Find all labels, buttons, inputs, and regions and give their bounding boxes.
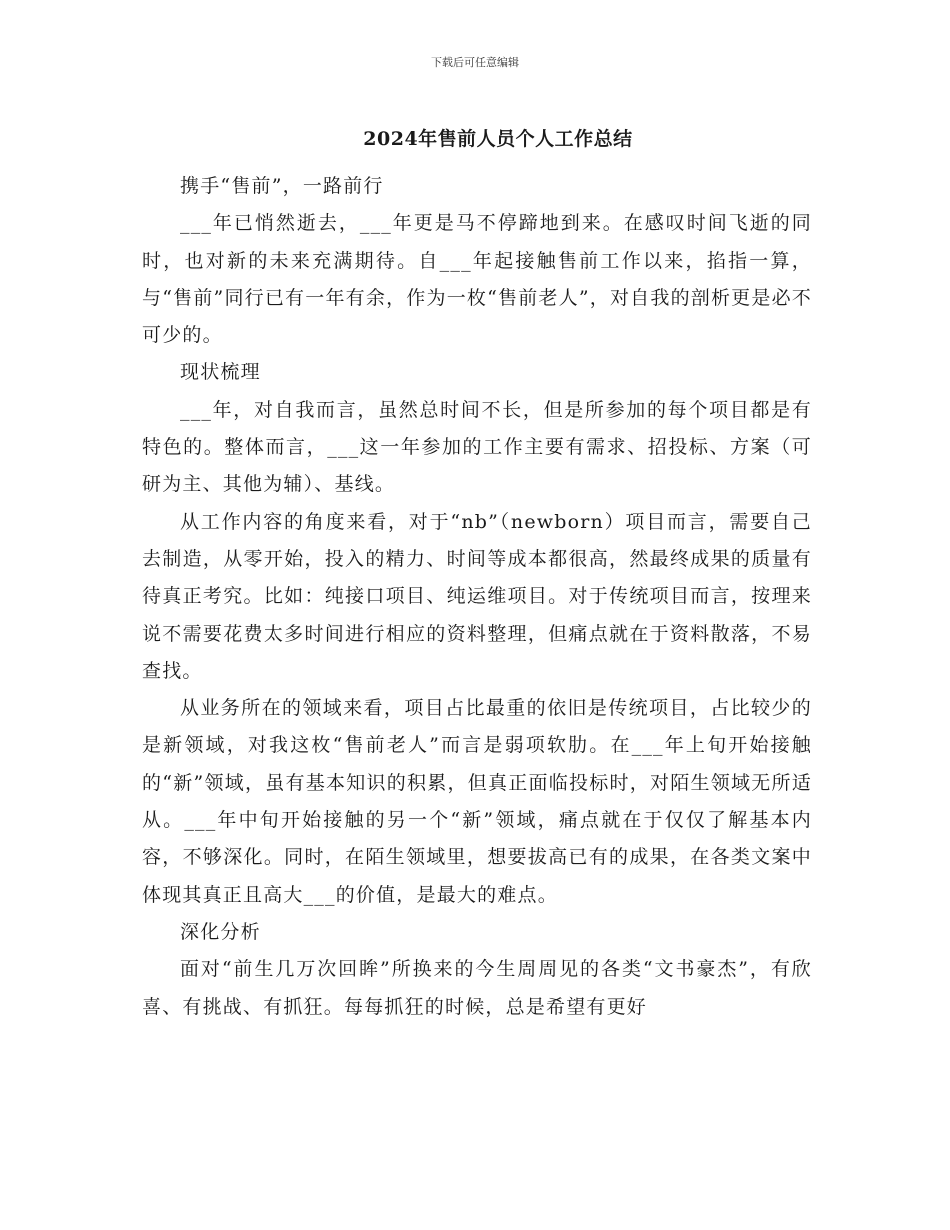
- paragraph-analysis: 面对“前生几万次回眸”所换来的今生周周见的各类“文书豪杰”，有欣喜、有挑战、有抓狂。每每抓狂的时候，总是希望有更好: [142, 958, 812, 1018]
- document-body: [142, 168, 812, 1026]
- paragraph-business-domain: 从业务所在的领域来看，项目占比最重的依旧是传统项目，占比较少的是新领域，对我这枚“售前老人”而言是弱项软肋。在___年上旬开始接触的“新”领域，虽有基本知识的积累，但真正面临投标时，对陌生领域无所适从。___年中旬开始接触的另一个“新”领域，痛点就在于仅仅了解基本内容，不够深化。同时，在陌生领域里，想要拔高已有的成果，在各类文案中体现其真正且高大___的价值，是最大的难点。: [142, 697, 812, 906]
- page-header-note: 下载后可任意编辑: [431, 56, 519, 69]
- paragraph-intro: ___年已悄然逝去，___年更是马不停蹄地到来。在感叹时间飞逝的同时，也对新的未来充满期待。自___年起接触售前工作以来，掐指一算，与“售前”同行已有一年有余，作为一枚“售前老人”，对自我的剖析更是必不可少的。: [142, 212, 812, 347]
- section-heading-analysis: 深化分析: [180, 920, 261, 943]
- paragraph-status-overview: ___年，对自我而言，虽然总时间不长，但是所参加的每个项目都是有特色的。整体而言，___这一年参加的工作主要有需求、招投标、方案（可研为主、其他为辅）、基线。: [142, 398, 812, 496]
- section-heading-intro: 携手“售前”，一路前行: [180, 175, 384, 197]
- paragraph-work-content: 从工作内容的角度来看，对于“nb”（newborn）项目而言，需要自己去制造，从零开始，投入的精力、时间等成本都很高，然最终成果的质量有待真正考究。比如：纯接口项目、纯运维项目。对于传统项目而言，按理来说不需要花费太多时间进行相应的资料整理，但痛点就在于资料散落，不易查找。: [142, 510, 812, 682]
- document-title: 2024年售前人员个人工作总结: [363, 128, 633, 150]
- section-heading-status: 现状梳理: [180, 361, 261, 384]
